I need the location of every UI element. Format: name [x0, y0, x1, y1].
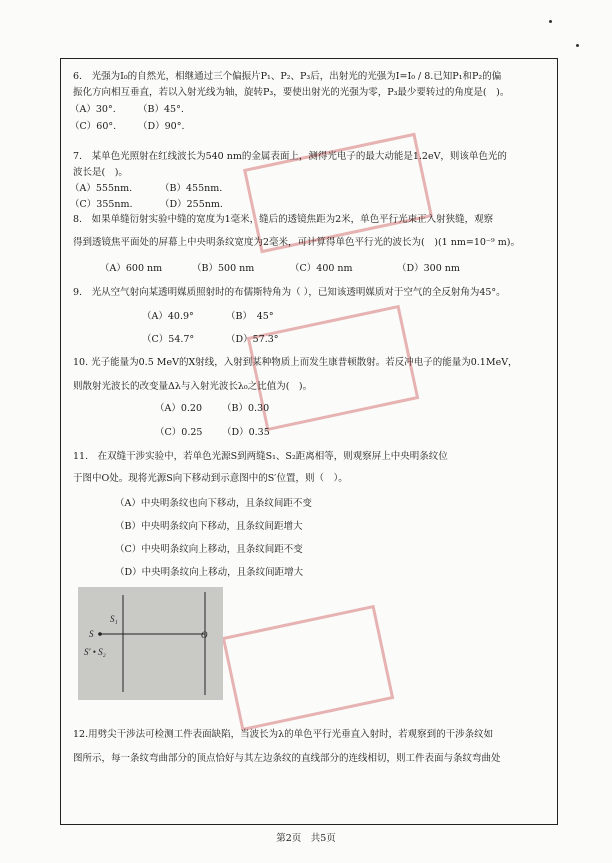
question-10-line-1: 10. 光子能量为0.5 MeV的X射线，入射到某种物质上而发生康普顿散射。若反冲电子的能量为0.1MeV，	[73, 357, 518, 368]
question-8-option-b[interactable]: （B）500 nm	[192, 263, 255, 274]
question-12-line-1: 12.用劈尖干涉法可检测工件表面缺陷，当波长为λ的单色平行光垂直入射时，若观察到的干涉条纹如	[73, 729, 494, 740]
question-9-line-1: 9. 光从空气射向某透明媒质照射时的布儒斯特角为（ ），已知该透明媒质对于空气的全反射角为45°。	[73, 287, 506, 298]
question-11-option-b[interactable]: （B）中央明条纹向下移动，且条纹间距增大	[115, 521, 303, 532]
label-s1: S₁	[110, 614, 118, 624]
question-12-line-2: 图所示，每一条纹弯曲部分的顶点恰好与其左边条纹的直线部分的连线相切，则工件表面与条纹弯曲处	[73, 753, 501, 764]
question-6-option-a[interactable]: （A）30°.	[70, 104, 116, 115]
question-7-option-d[interactable]: （D）255nm.	[160, 199, 223, 210]
question-10-line-2: 则散射光波长的改变量Δλ与入射光波长λ₀之比值为( )。	[73, 381, 313, 392]
double-slit-diagram	[78, 587, 223, 700]
page-number-footer: 第2页 共5页	[276, 833, 336, 844]
question-7-option-c[interactable]: （C）355nm.	[70, 199, 133, 210]
label-s-prime-s2: S′ • S₂	[84, 647, 106, 657]
double-slit-figure	[78, 587, 223, 700]
question-11-line-2: 于图中O处。现将光源S向下移动到示意图中的S′位置，则（ ）。	[73, 473, 348, 484]
question-10-option-c[interactable]: （C）0.25	[155, 427, 203, 438]
question-7-line-1: 7. 某单色光照射在红线波长为540 nm的金属表面上，测得光电子的最大动能是1.2eV，则该单色光的	[73, 151, 507, 162]
question-8-option-a[interactable]: （A）600 nm	[100, 263, 163, 274]
source-point	[98, 632, 102, 636]
question-8-line-1: 8. 如果单缝衍射实验中缝的宽度为1毫米，缝后的透镜焦距为2米，单色平行光束正入射狭缝，观察	[73, 214, 494, 225]
question-8-option-d[interactable]: （D）300 nm	[397, 263, 460, 274]
question-7-option-b[interactable]: （B）455nm.	[160, 183, 223, 194]
question-7-line-2: 波长是( )。	[73, 167, 128, 178]
question-9-option-d[interactable]: （D）57.3°	[226, 334, 279, 345]
question-8-line-2: 得到透镜焦平面处的屏幕上中央明条纹宽度为2毫米，可计算得单色平行光的波长为( )(1 nm=10⁻⁹ m)。	[73, 237, 520, 248]
question-8-option-c[interactable]: （C）400 nm	[290, 263, 353, 274]
question-9-option-a[interactable]: （A）40.9°	[142, 311, 194, 322]
question-9-option-b[interactable]: （B） 45°	[226, 311, 274, 322]
question-6-option-c[interactable]: （C）60°.	[70, 121, 117, 132]
corner-mark	[549, 20, 552, 23]
label-o: O	[201, 630, 208, 640]
question-11-option-d[interactable]: （D）中央明条纹向上移动，且条纹间距增大	[115, 567, 304, 578]
question-6-option-b[interactable]: （B）45°.	[138, 104, 184, 115]
question-6-option-d[interactable]: （D）90°.	[138, 121, 185, 132]
question-6-line-1: 6. 光强为I₀的自然光，相继通过三个偏振片P₁、P₂、P₃后，出射光的光强为I=I₀ / 8.已知P₁和P₂的偏	[73, 71, 502, 82]
question-11-line-1: 11. 在双缝干涉实验中，若单色光源S到两缝S₁、S₂距离相等，则观察屏上中央明条纹位	[73, 451, 448, 462]
question-6-line-2: 振化方向相互垂直，若以入射光线为轴，旋转P₃，要使出射光的光强为零，P₃最少要转过的角度是( )。	[73, 87, 510, 98]
question-11-option-a[interactable]: （A）中央明条纹也向下移动，且条纹间距不变	[115, 498, 312, 509]
question-9-option-c[interactable]: （C）54.7°	[142, 334, 195, 345]
question-11-option-c[interactable]: （C）中央明条纹向上移动，且条纹间距不变	[115, 544, 303, 555]
question-10-option-b[interactable]: （B）0.30	[222, 403, 270, 414]
question-10-option-d[interactable]: （D）0.35	[222, 427, 270, 438]
label-s: S	[89, 629, 94, 639]
question-7-option-a[interactable]: （A）555nm.	[70, 183, 133, 194]
corner-mark	[576, 44, 579, 47]
question-10-option-a[interactable]: （A）0.20	[155, 403, 203, 414]
